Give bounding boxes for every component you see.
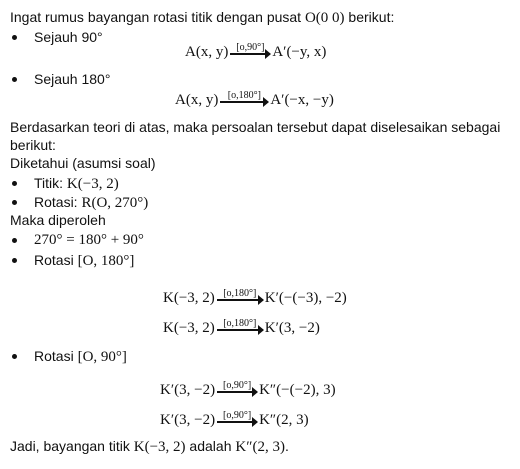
conclusion bbox=[10, 437, 289, 456]
conclusion-end: . bbox=[284, 438, 289, 454]
arrow-label: [o,180°] bbox=[223, 318, 257, 329]
arrow-label: [o,90°] bbox=[222, 410, 252, 421]
arrow-label: [o,90°] bbox=[222, 380, 252, 391]
arrow-label: [o,180°] bbox=[223, 288, 257, 299]
intro-text: Ingat rumus bayangan rotasi titik dengan pusat bbox=[10, 9, 305, 25]
rule-90-label: Sejauh 90° bbox=[34, 29, 103, 45]
bullet bbox=[12, 181, 17, 186]
mapping-arrow bbox=[217, 380, 257, 399]
step1-heading bbox=[34, 251, 134, 270]
eq-rhs: K″(−(−2), 3) bbox=[259, 382, 336, 398]
conclusion-image: K″(2, 3) bbox=[235, 439, 285, 455]
conclusion-pre: Jadi, bayangan titik bbox=[10, 438, 134, 454]
eq-lhs: K(−3, 2) bbox=[163, 320, 215, 336]
known-rotation-label: Rotasi: bbox=[34, 194, 82, 210]
step1-equation-1 bbox=[163, 288, 347, 307]
eq-lhs: K′(3, −2) bbox=[160, 412, 216, 428]
step1-math: [O, 180°] bbox=[77, 253, 135, 269]
bullet bbox=[12, 238, 17, 243]
rule-180-label: Sejauh 180° bbox=[34, 71, 111, 87]
eq-rhs: K″(2, 3) bbox=[259, 412, 309, 428]
known-heading: Diketahui (asumsi soal) bbox=[10, 155, 156, 171]
bullet bbox=[12, 200, 17, 205]
mapping-arrow bbox=[217, 410, 257, 429]
step2-equation-2 bbox=[160, 410, 309, 429]
eq-rhs: A′(−y, x) bbox=[272, 44, 327, 60]
eq-lhs: A(x, y) bbox=[185, 44, 229, 60]
angle-sum: 270° = 180° + 90° bbox=[34, 232, 144, 248]
step2-heading bbox=[34, 347, 127, 366]
bullet bbox=[12, 354, 17, 359]
known-point-math: K(−3, 2) bbox=[66, 176, 119, 192]
rule-90-equation bbox=[185, 42, 326, 61]
result-heading: Maka diperoleh bbox=[10, 212, 106, 228]
rule-180-equation bbox=[175, 90, 334, 109]
step2-label: Rotasi bbox=[34, 348, 78, 364]
intro-center: O(0 0) bbox=[304, 10, 345, 26]
theory-line-1: Berdasarkan teori di atas, maka persoalan tersebut dapat diselesaikan sebagai bbox=[10, 119, 501, 135]
eq-lhs: K′(3, −2) bbox=[160, 382, 216, 398]
intro-line bbox=[10, 8, 394, 27]
bullet bbox=[12, 258, 17, 263]
step2-equation-1 bbox=[160, 380, 336, 399]
mapping-arrow bbox=[230, 42, 270, 61]
known-point bbox=[34, 174, 119, 193]
step2-math: [O, 90°] bbox=[77, 349, 127, 365]
known-point-label: Titik: bbox=[34, 175, 67, 191]
step1-label: Rotasi bbox=[34, 252, 78, 268]
arrow-label: [o,90°] bbox=[236, 42, 265, 53]
known-rotation bbox=[34, 193, 148, 212]
mapping-arrow bbox=[220, 90, 268, 109]
mapping-arrow bbox=[217, 288, 263, 307]
eq-rhs: K′(−(−3), −2) bbox=[264, 290, 347, 306]
intro-end: berikut: bbox=[344, 9, 395, 25]
arrow-label: [o,180°] bbox=[227, 90, 261, 101]
mapping-arrow bbox=[217, 318, 263, 337]
conclusion-point: K(−3, 2) bbox=[133, 439, 186, 455]
bullet bbox=[12, 35, 17, 40]
eq-lhs: K(−3, 2) bbox=[163, 290, 215, 306]
known-rotation-math: R(O, 270°) bbox=[81, 195, 149, 211]
bullet bbox=[12, 77, 17, 82]
conclusion-mid: adalah bbox=[185, 438, 236, 454]
eq-lhs: A(x, y) bbox=[175, 92, 219, 108]
eq-rhs: K′(3, −2) bbox=[264, 320, 320, 336]
step1-equation-2 bbox=[163, 318, 320, 337]
eq-rhs: A′(−x, −y) bbox=[270, 92, 334, 108]
theory-line-2: berikut: bbox=[10, 137, 56, 153]
